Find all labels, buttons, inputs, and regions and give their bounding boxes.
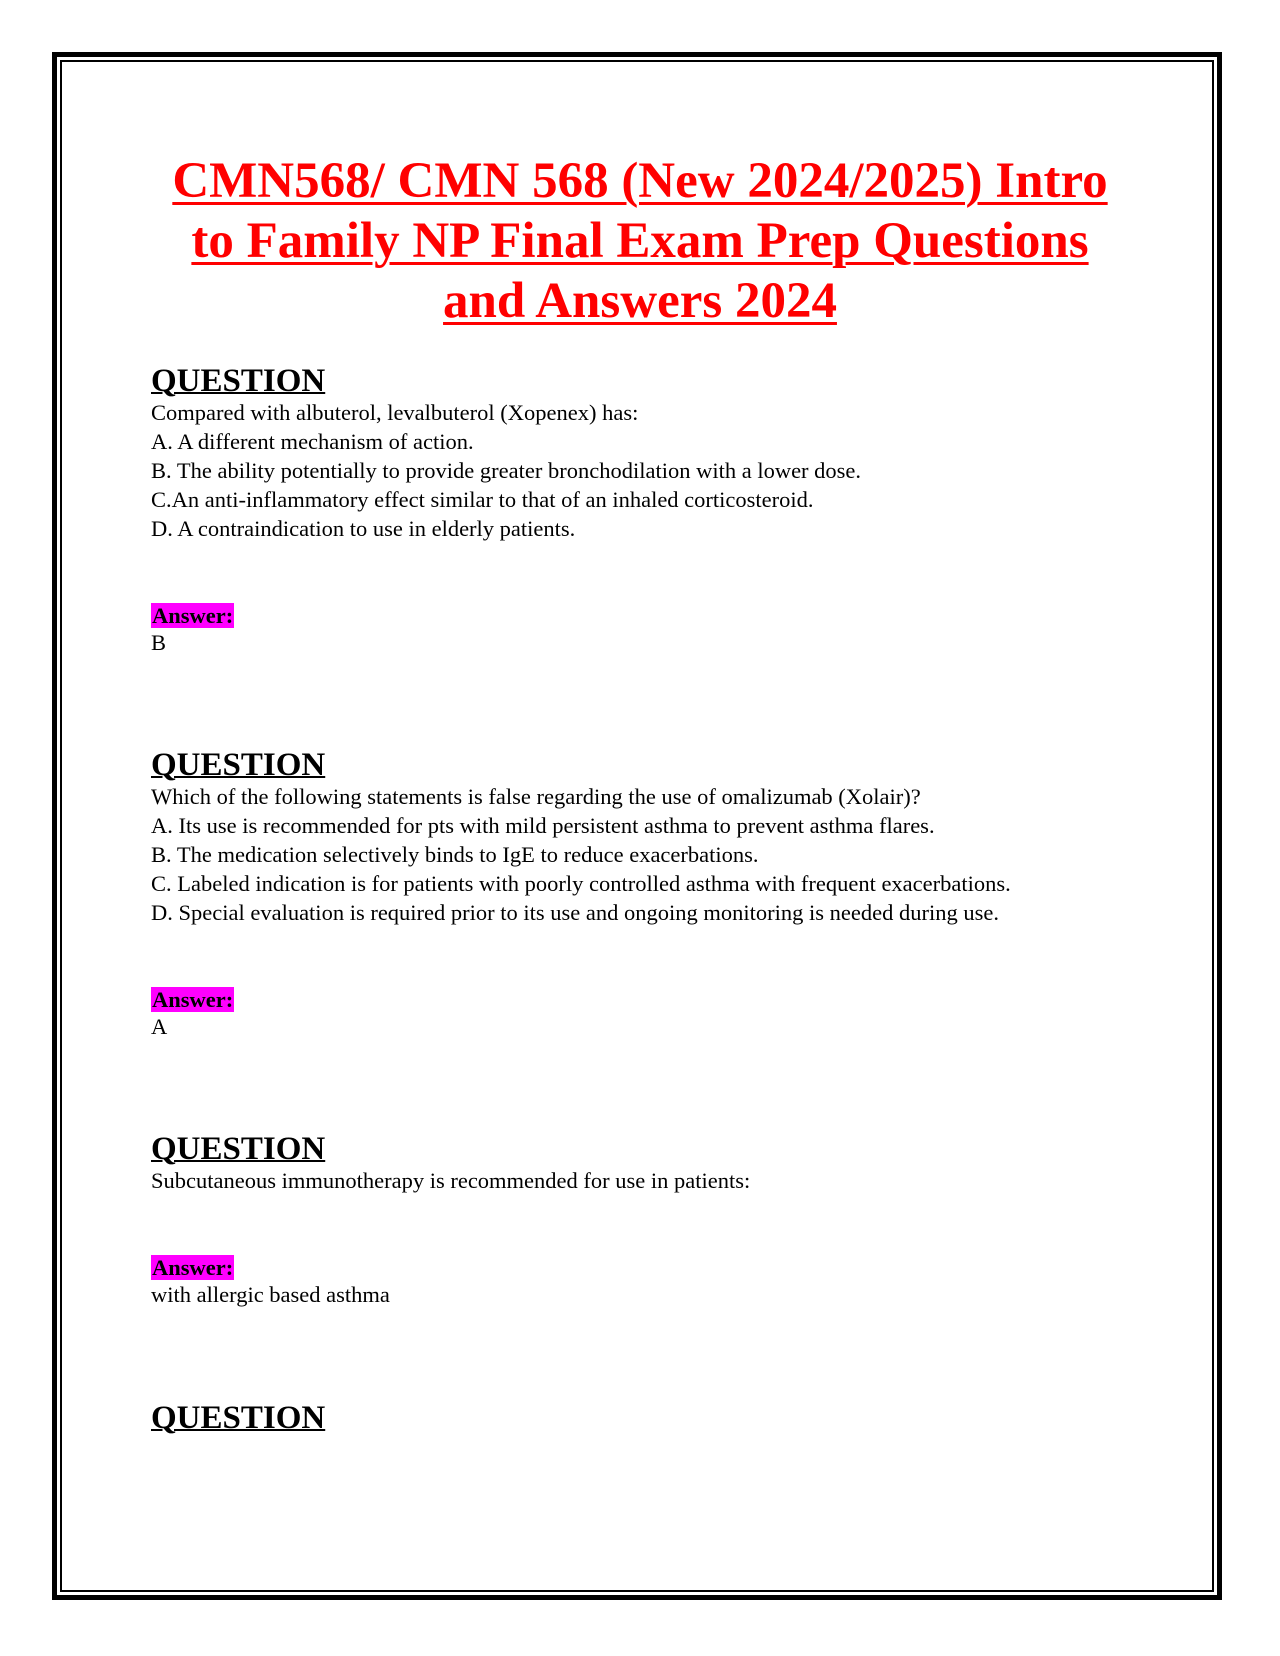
answer-value: B	[151, 630, 167, 655]
question-heading: QUESTION	[151, 1131, 326, 1167]
question-stem: Subcutaneous immunotherapy is recommended for use in patients:	[151, 1168, 751, 1193]
answer-label: Answer:	[152, 987, 234, 1012]
title-line-2: to Family NP Final Exam Prep Questions	[191, 213, 1089, 269]
title-line-3: and Answers 2024	[443, 273, 837, 329]
option-b: B. The ability potentially to provide greater bronchodilation with a lower dose.	[151, 458, 862, 483]
option-c: C. Labeled indication is for patients with poorly controlled asthma with frequent exacerbations.	[151, 871, 1011, 896]
question-heading: QUESTION	[151, 1400, 326, 1436]
question-stem: Compared with albuterol, levalbuterol (Xopenex) has:	[151, 400, 639, 425]
question-block-4	[151, 1401, 1161, 1435]
answer-block-3	[151, 1255, 1161, 1309]
answer-label: Answer:	[152, 1255, 234, 1280]
answer-block-1	[151, 603, 1161, 657]
question-block-3	[151, 1132, 1161, 1195]
answer-label: Answer:	[152, 603, 234, 628]
question-stem: Which of the following statements is false regarding the use of omalizumab (Xolair)?	[151, 784, 921, 809]
option-b: B. The medication selectively binds to IgE to reduce exacerbations.	[151, 842, 759, 867]
question-heading: QUESTION	[151, 747, 326, 783]
question-heading: QUESTION	[151, 363, 326, 399]
document-title	[140, 151, 1140, 331]
question-block-2	[151, 748, 1161, 927]
option-a: A. Its use is recommended for pts with mild persistent asthma to prevent asthma flares.	[151, 813, 935, 838]
option-d: D. A contraindication to use in elderly patients.	[151, 516, 576, 541]
title-line-1: CMN568/ CMN 568 (New 2024/2025) Intro	[172, 153, 1108, 209]
option-c: C.An anti-inflammatory effect similar to that of an inhaled corticosteroid.	[151, 487, 814, 512]
answer-value: with allergic based asthma	[151, 1282, 390, 1307]
answer-block-2	[151, 987, 1161, 1041]
option-d: D. Special evaluation is required prior to its use and ongoing monitoring is needed during use.	[151, 900, 999, 925]
answer-value: A	[151, 1014, 168, 1039]
question-block-1	[151, 364, 1161, 543]
option-a: A. A different mechanism of action.	[151, 429, 474, 454]
